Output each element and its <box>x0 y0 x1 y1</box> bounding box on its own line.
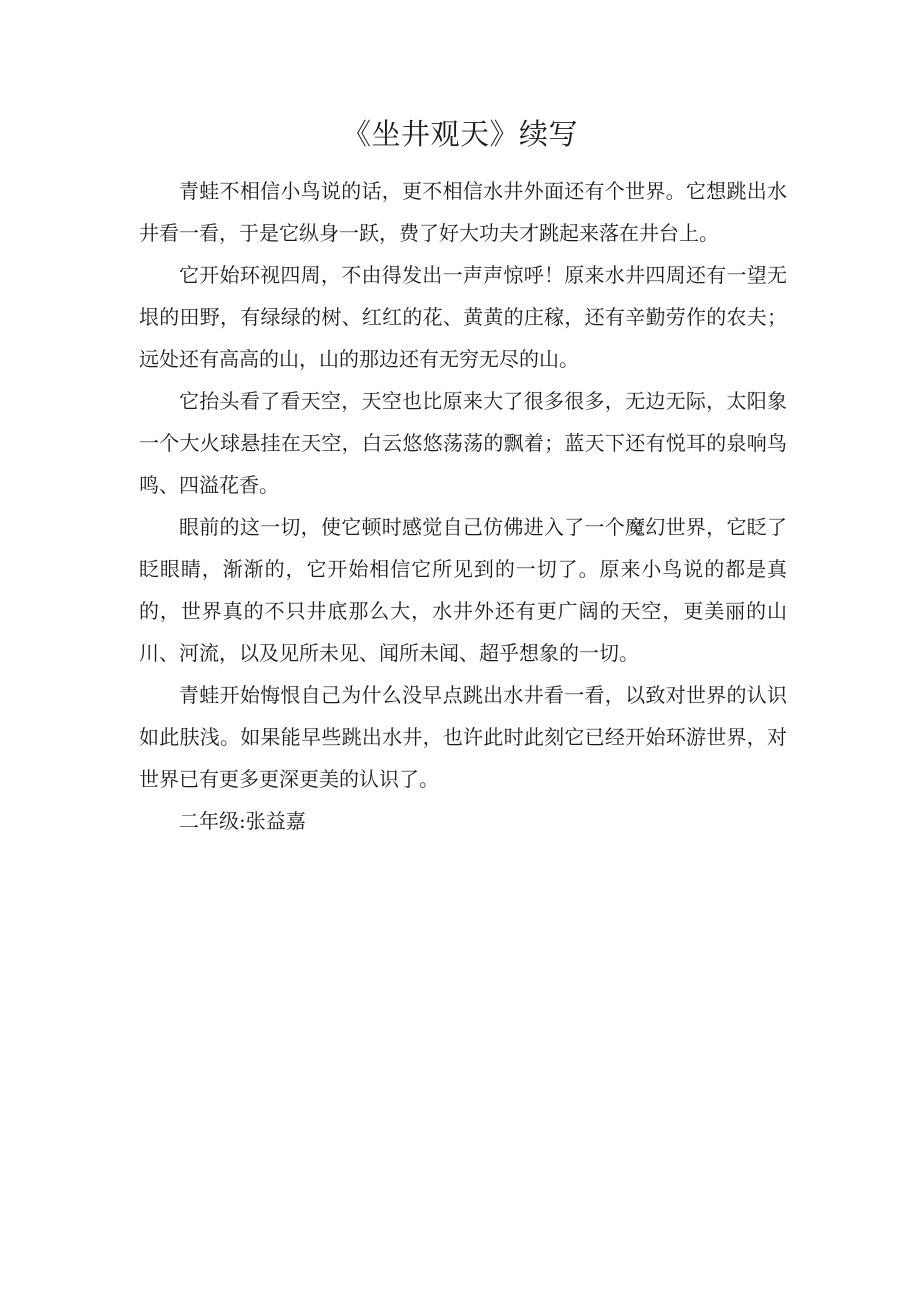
paragraph-3: 它抬头看了看天空，天空也比原来大了很多很多，无边无际，太阳象一个大火球悬挂在天空，白云悠悠荡荡的飘着；蓝天下还有悦耳的泉响鸟鸣、四溢花香。 <box>139 389 787 497</box>
document-title: 《坐井观天》续写 <box>341 117 578 151</box>
paragraph-4: 眼前的这一切，使它顿时感觉自己仿佛进入了一个魔幻世界，它眨了眨眼睛，渐渐的，它开始相信它所见到的一切了。原来小鸟说的都是真的，世界真的不只井底那么大，水井外还有更广阔的天空，更美丽的山川、河流，以及见所未见、闻所未闻、超乎想象的一切。 <box>139 515 787 665</box>
paragraph-1: 青蛙不相信小鸟说的话，更不相信水井外面还有个世界。它想跳出水井看一看，于是它纵身一跃，费了好大功夫才跳起来落在井台上。 <box>139 179 787 245</box>
author-signature: 二年级:张益嘉 <box>179 809 306 833</box>
paragraph-5: 青蛙开始悔恨自己为什么没早点跳出水井看一看，以致对世界的认识如此肤浅。如果能早些跳出水井，也许此时此刻它已经开始环游世界，对世界已有更多更深更美的认识了。 <box>139 683 787 791</box>
document-body <box>139 170 787 842</box>
paragraph-2: 它开始环视四周，不由得发出一声声惊呼！原来水井四周还有一望无垠的田野，有绿绿的树、红红的花、黄黄的庄稼，还有辛勤劳作的农夫；远处还有高高的山，山的那边还有无穷无尽的山。 <box>139 263 787 371</box>
